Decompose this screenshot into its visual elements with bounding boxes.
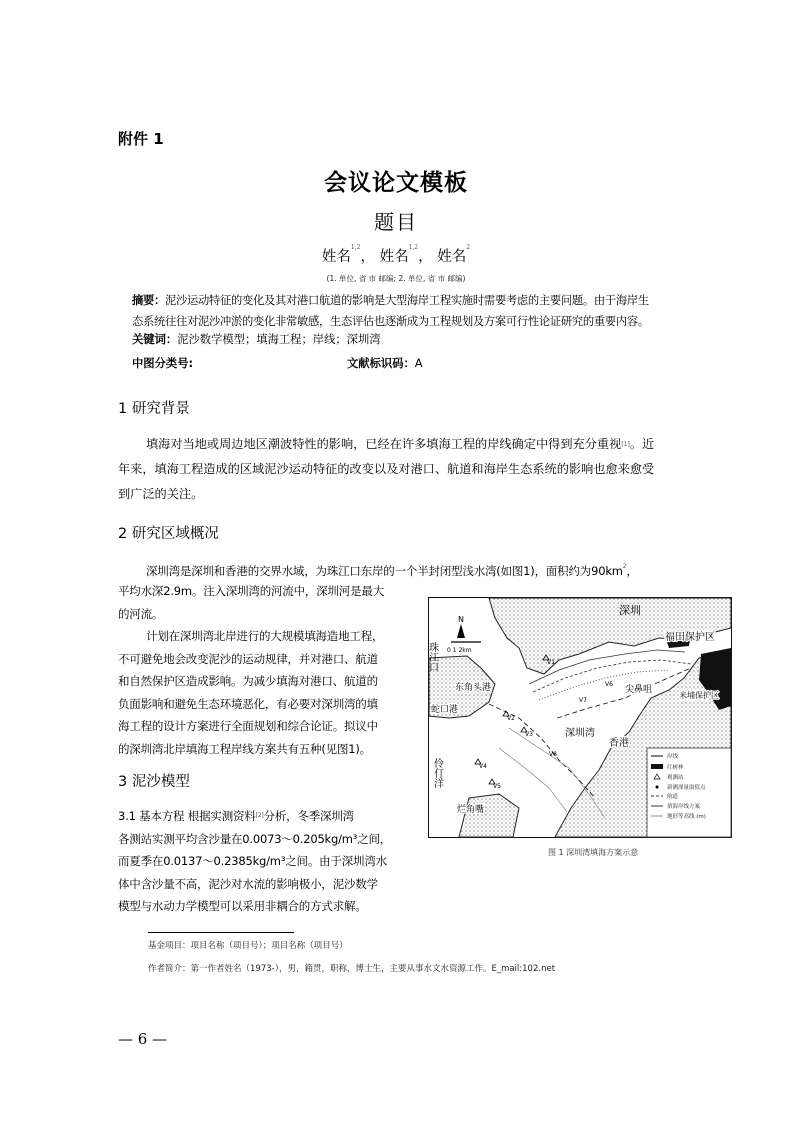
- paragraph-text: 和自然保护区造成影响。为减少填海对港口、航道的: [118, 674, 378, 688]
- author-list: [0, 245, 792, 266]
- attachment-label: 附件 1: [118, 130, 164, 148]
- affiliations: (1. 单位, 省 市 邮编; 2. 单位, 省 市 邮编): [326, 274, 466, 283]
- section-heading: 1 研究背景: [118, 401, 190, 417]
- label-shenzhen: 深圳: [619, 604, 641, 617]
- author-name: 姓名: [321, 249, 351, 265]
- paragraph-text: 模型与水动力学模型可以采用非耦合的方式求解。: [118, 899, 367, 913]
- legend-item: 岸线: [667, 754, 679, 760]
- station-label: V3: [525, 731, 533, 738]
- label-jianshazui: 尖鼻咀: [625, 685, 653, 695]
- superscript: 2: [622, 563, 627, 570]
- legend-item: 填海岸线方案: [667, 804, 701, 810]
- paragraph-text: 分析，冬季深圳湾: [263, 809, 354, 823]
- author-affil-sup: 1,2: [408, 244, 419, 251]
- scale-label: 0 1 2km: [447, 647, 472, 654]
- map-graphic: [426, 598, 731, 837]
- template-title: 会议论文模板: [324, 170, 468, 196]
- abstract-line: 泥沙运动特征的变化及其对港口航道的影响是大型海岸工程实施时需要考虑的主要问题。由于海岸生: [165, 294, 649, 307]
- section-heading: 2 研究区域概况: [118, 526, 219, 542]
- legend-item: 红树林: [667, 765, 684, 771]
- author-affil-sup: 1,2: [350, 244, 361, 251]
- paragraph-text: 年来，填海工程造成的区域泥沙运动特征的改变以及对港口、航道和海岸生态系统的影响也愈来愈受: [118, 462, 655, 476]
- author-name: 姓名: [437, 249, 467, 265]
- label-dongjiao: 东角头港: [455, 683, 492, 693]
- label-zhujiangkou: 珠江口: [426, 642, 438, 672]
- paragraph-text: 而夏季在0.0137～0.2385kg/m³之间。由于深圳湾水: [118, 854, 387, 868]
- paragraph-line: [118, 563, 638, 579]
- section-paragraph: [118, 432, 678, 507]
- footnote-divider: [148, 932, 294, 933]
- north-label: N: [458, 615, 464, 624]
- section-heading: 3 泥沙模型: [118, 774, 190, 790]
- author-name: 姓名: [379, 249, 409, 265]
- author-affil-sup: 2: [466, 244, 471, 251]
- station-label: V8: [549, 751, 557, 758]
- clc-number: 中图分类号:: [132, 357, 194, 370]
- paragraph-text: ，: [626, 564, 638, 578]
- station-label: V7: [579, 697, 587, 704]
- paragraph-text: 的深圳湾北岸填海工程岸线方案共有五种(见图1)。: [118, 741, 371, 756]
- paragraph-text: 体中含沙量不高，泥沙对水流的影响极小，泥沙数学: [118, 876, 378, 891]
- footnote-fund: 基金项目：项目名称（项目号）；项目名称（项目号）: [148, 941, 348, 951]
- figure-map: [428, 597, 732, 838]
- paragraph-text: 。近: [629, 437, 655, 451]
- keywords: [132, 331, 381, 347]
- legend-item: 航道: [667, 794, 679, 800]
- paper-title: 题目: [374, 210, 418, 234]
- label-xianggang: 香港: [609, 738, 629, 749]
- label-mipu: 米埔保护区: [679, 691, 719, 700]
- paragraph-text: 计划在深圳湾北岸进行的大规模填海造地工程，: [146, 629, 384, 643]
- paragraph-text: 3.1 基本方程 根据实测资料: [118, 809, 256, 823]
- abstract-line: 态系统往往对泥沙冲淤的变化非常敏感，生态评估也逐渐成为工程规划及方案可行性论证研究的重要内容。: [132, 315, 649, 328]
- paragraph-text: 到广泛的关注。: [118, 487, 204, 501]
- paragraph-text: 平均水深2.9m。注入深圳湾的河流中，深圳河是最大: [118, 584, 384, 598]
- document-id-label: 文献标识码：: [347, 357, 415, 370]
- paragraph-text: 不可避免地会改变泥沙的运动规律，并对港口、航道: [118, 651, 378, 666]
- label-shekou: 蛇口港: [431, 705, 459, 715]
- author-sep: ，: [360, 249, 375, 265]
- station-markers: [479, 659, 613, 790]
- station-label: V1: [547, 659, 555, 666]
- station-label: V2: [507, 715, 515, 722]
- keywords-label: 关键词：: [132, 333, 178, 346]
- label-lingding: 伶仃洋: [431, 758, 443, 788]
- paragraph-text: 各测站实测平均含沙量在0.0073～0.205kg/m³之间，: [118, 831, 392, 846]
- section-paragraph: [118, 805, 414, 918]
- paragraph-text: 深圳湾是深圳和香港的交界水域，为珠江口东岸的一个半封闭型浅水湾(如图1)，面积约为90km: [146, 564, 623, 578]
- figure-caption: 图 1 深圳湾填海方案示意: [548, 848, 639, 857]
- legend-item: 地形等高线 (m): [667, 814, 706, 820]
- channel-line: [489, 704, 595, 798]
- abstract-label: 摘要：: [132, 294, 165, 307]
- footnote-author: 作者简介：第一作者姓名（1973-），男，籍贯，职称，博士生，主要从事水文水资源工作。E_mail:102.net: [148, 964, 556, 974]
- paragraph-text: 的河流。: [118, 606, 164, 621]
- station-label: V5: [493, 783, 501, 790]
- citation: [1]: [621, 441, 630, 448]
- land-lantau: [459, 794, 519, 837]
- north-arrow: [447, 615, 481, 654]
- document-id: [347, 355, 423, 371]
- section-paragraph: [118, 580, 414, 760]
- paragraph-text: 填海对当地或周边地区潮波特性的影响，已经在许多填海工程的岸线确定中得到充分重视: [146, 437, 622, 451]
- map-legend: [647, 748, 731, 837]
- keywords-text: 泥沙数学模型；填海工程；岸线；深圳湾: [177, 333, 381, 346]
- paragraph-text: 负面影响和避免生态环境恶化，有必要对深圳湾的填: [118, 696, 378, 711]
- label-shenzhenwan: 深圳湾: [565, 728, 595, 739]
- abstract: [132, 290, 680, 332]
- legend-item: 观测站: [667, 775, 684, 781]
- legend-item: 新测深量取值点: [667, 785, 706, 791]
- citation: [2]: [255, 812, 264, 819]
- page-number: — 6 —: [118, 1030, 168, 1048]
- author-sep: ，: [418, 249, 433, 265]
- label-futian: 福田保护区: [665, 632, 715, 643]
- label-lanjiaozui: 烂角嘴: [457, 805, 485, 815]
- station-label: V6: [605, 681, 613, 688]
- paragraph-text: 海工程的设计方案进行全面规划和综合论证。拟议中: [118, 719, 378, 733]
- station-label: V4: [479, 763, 487, 770]
- document-id-value: A: [414, 357, 423, 370]
